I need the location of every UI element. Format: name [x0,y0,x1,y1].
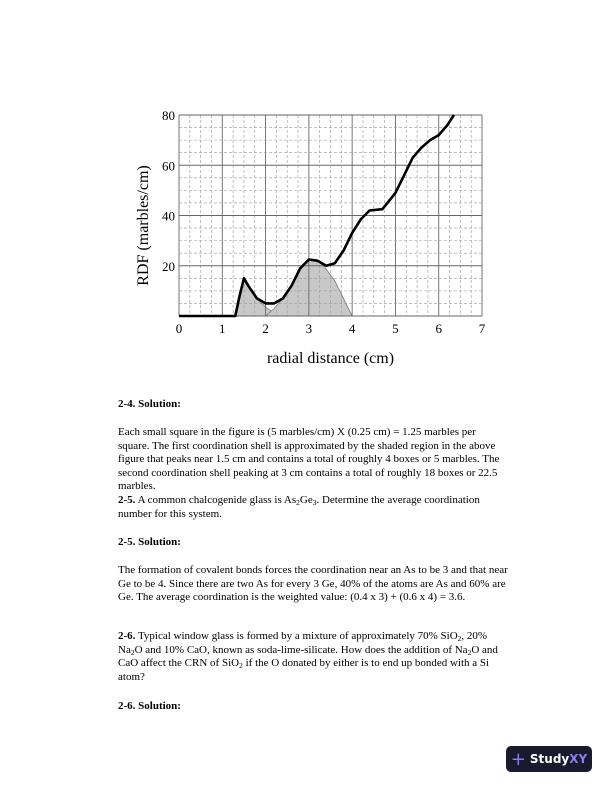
y-axis-label: RDF (marbles/cm) [135,165,152,286]
solution-2-6-heading: 2-6. Solution: [118,700,181,712]
y-tick-label: 80 [162,108,175,123]
x-tick-label: 4 [348,321,356,336]
solution-2-5-text: The formation of covalent bonds forces the coordination near an As to be 3 and that near Ge to be 4. Since there are two As for every 3 Ge, 40% of the atoms are As and 60% are Ge. The average coordination is the weighted value: (0.4 x 3) + (0.6 x 4) = 3.6. [118,564,508,604]
x-tick-label: 2 [262,321,269,336]
solution-2-4-heading: 2-4. Solution: [118,398,181,410]
x-axis-label: radial distance (cm) [266,350,395,367]
y-tick-label: 20 [162,258,175,274]
plus-icon: + [510,748,526,770]
x-tick-label: 3 [305,321,313,336]
x-tick-label: 1 [219,321,226,336]
question-2-5: 2-5. A common chalcogenide glass is $As_2Ge_3$. Determine the average coordination number for this system. [118,494,480,520]
y-tick-label: 60 [162,158,175,174]
solution-2-5-heading: 2-5. Solution: [118,536,181,548]
studyxy-logo: + StudyXY [506,746,592,772]
x-tick-label: 7 [478,321,486,336]
x-tick-label: 6 [435,321,442,336]
question-2-6: 2-6. Typical window glass is formed by a mixture of approximately 70% SiO$_2$, 20% $Na_2O$ and 10% CaO, known as soda-lime-silicate. How does the addition of $Na_2O$ and CaO affect the CRN of SiO$_2$ if the O donated by either is to end up bonded with a Si atom? [118,630,498,683]
rdf-chart [120,100,500,375]
solution-2-4-text: Each small square in the figure is (5 marbles/cm) X (0.25 cm) = 1.25 marbles per square. The first coordination shell is approximated by the shaded region in the above figure that peaks near 1.5 cm and contains a total of roughly 4 boxes or 5 marbles. The second coordination shell peaking at 3 cm contains a total of roughly 18 boxes or 22.5 marbles. [118,426,500,493]
x-tick-label: 5 [392,321,399,336]
y-tick-label: 40 [162,208,175,224]
x-tick-label: 0 [175,321,183,336]
